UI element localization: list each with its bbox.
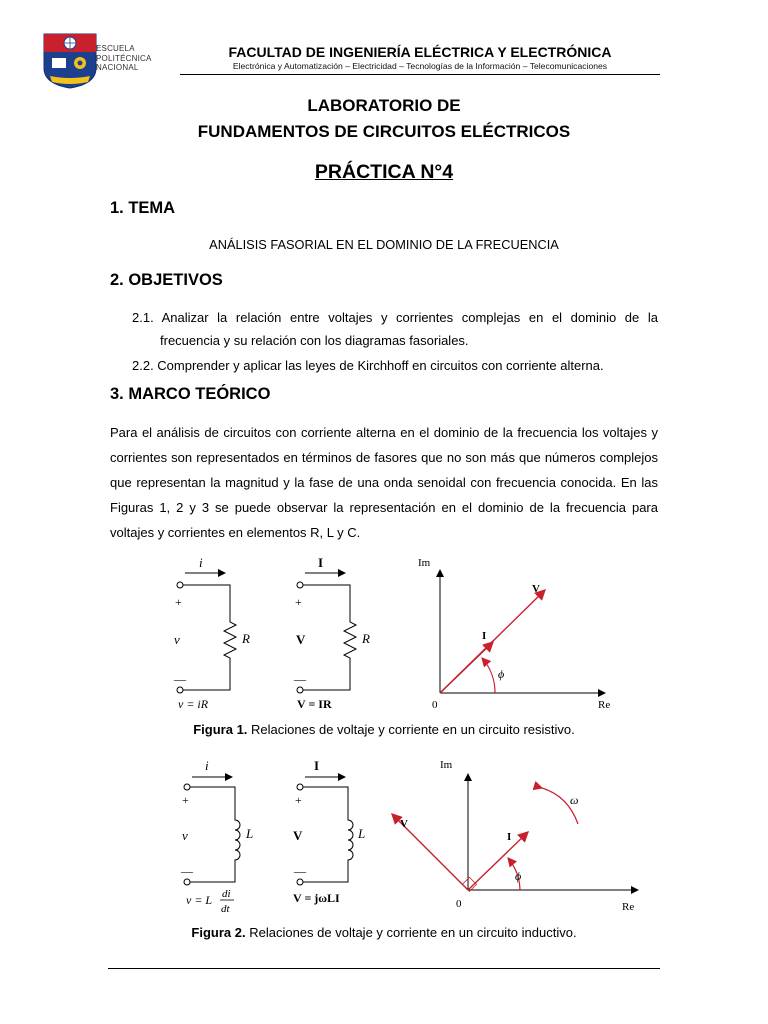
fig2-phasor-diagram — [392, 759, 638, 913]
fig2-vector-v-label: V — [400, 818, 408, 830]
fig1-phasor-diagram — [418, 557, 610, 711]
department-list: Electrónica y Automatización – Electricidad – Tecnologías de la Información – Telecomunicaciones — [232, 61, 608, 71]
fig2-inductor-label: L — [246, 826, 254, 841]
fig2-phasor-voltage: V — [293, 828, 303, 843]
figure-2-caption — [0, 925, 768, 940]
tema-text: ANÁLISIS FASORIAL EN EL DOMINIO DE LA FRECUENCIA — [209, 237, 559, 252]
university-logo — [40, 30, 100, 92]
practice-number: PRÁCTICA N°4 — [314, 161, 454, 183]
fig1-plus: + — [175, 595, 182, 609]
fig2-minus: — — [181, 864, 193, 878]
fig1-phase-angle: ϕ — [498, 667, 505, 681]
figure-1-diagram — [160, 550, 620, 715]
fig1-ohm-law-time: v = iR — [178, 697, 209, 711]
school-name — [96, 44, 152, 73]
school-line-2: POLITÉCNICA — [96, 53, 152, 63]
figure-1-caption-label: Figura 1. — [193, 722, 248, 737]
school-line-1: ESCUELA — [96, 44, 135, 53]
fig2-phase-angle: ϕ — [515, 869, 522, 883]
fig1-axis-im: Im — [418, 557, 431, 569]
section-heading-objetivos: 2. OBJETIVOS — [110, 271, 223, 289]
fig2-axis-re: Re — [622, 901, 635, 913]
faculty-title: FACULTAD DE INGENIERÍA ELÉCTRICA Y ELECTRÓNICA — [228, 44, 612, 60]
resistor-circuit-phasor — [293, 555, 370, 711]
fig2-phasor-current: I — [314, 758, 320, 773]
fig1-vector-v-label: V — [532, 583, 540, 595]
fig1-voltage-v: v — [174, 632, 180, 647]
inductor-circuit-phasor — [293, 758, 365, 905]
section-heading-tema: 1. TEMA — [110, 199, 176, 217]
figure-2-diagram — [160, 752, 650, 922]
fig2-axis-im: Im — [440, 759, 453, 771]
fig2-phasor-inductor-label: L — [358, 826, 366, 841]
fig2-phasor-plus: + — [295, 793, 302, 807]
fig1-origin: 0 — [432, 699, 438, 711]
fig1-ohm-law-phasor: V = IR — [297, 697, 332, 711]
marco-paragraph: Para el análisis de circuitos con corriente alterna en el dominio de la frecuencia los voltajes y corrientes son representados en términos de fasores que no son más que números complejos que representan la magnitud y la fase de una onda senoidal con frecuencia conocida. En las Figuras 1, 2 y 3 se puede observar la representación en el dominio de la frecuencia para voltajes y corrientes en elementos R, L y C. — [110, 425, 658, 540]
fig1-axis-re: Re — [598, 699, 611, 711]
objective-1-line-1: 2.1. Analizar la relación entre voltajes y corrientes complejas en el dominio de la — [132, 310, 658, 325]
fig1-phasor-voltage: V — [296, 632, 306, 647]
fig2-vector-i-label: I — [507, 831, 512, 843]
fig2-plus: + — [182, 793, 189, 807]
figure-2-caption-label: Figura 2. — [191, 925, 246, 940]
lab-title-line-2: FUNDAMENTOS DE CIRCUITOS ELÉCTRICOS — [197, 122, 571, 141]
fig2-inductor-law-phasor: V = jωLI — [293, 891, 340, 905]
fig1-vector-i-label: I — [482, 630, 487, 642]
fig1-resistor-label: R — [242, 631, 250, 646]
fig1-current-i: i — [199, 555, 203, 570]
school-line-3: NACIONAL — [96, 63, 139, 72]
fig2-inductor-law-time: v = L — [186, 893, 213, 907]
fig1-minus: — — [174, 672, 186, 686]
objective-2: 2.2. Comprender y aplicar las leyes de Kirchhoff en circuitos con corriente alterna. — [132, 358, 604, 373]
fig2-current-i: i — [205, 758, 209, 773]
fig2-angular-frequency: ω — [570, 793, 579, 807]
lab-title-line-1: LABORATORIO DE — [307, 96, 461, 115]
fig2-phasor-minus: — — [294, 864, 306, 878]
fig1-phasor-current: I — [318, 555, 324, 570]
fig1-phasor-minus: — — [294, 672, 306, 686]
fig1-phasor-plus: + — [295, 595, 302, 609]
fig2-derivative-num: di — [222, 888, 231, 900]
header-divider — [180, 74, 660, 75]
fig1-phasor-resistor-label: R — [362, 631, 370, 646]
section-heading-marco: 3. MARCO TEÓRICO — [110, 385, 271, 403]
resistor-circuit-time — [173, 555, 250, 711]
footer-divider — [108, 968, 660, 969]
figure-2-caption-text: Relaciones de voltaje y corriente en un circuito inductivo. — [245, 925, 577, 940]
fig2-origin: 0 — [456, 898, 462, 910]
inductor-circuit-time — [180, 758, 253, 915]
figure-1-caption — [0, 722, 768, 737]
objective-1-line-2: frecuencia y su relación con los diagramas fasoriales. — [160, 333, 469, 348]
fig2-voltage-v: v — [182, 828, 188, 843]
fig2-derivative-den: dt — [221, 903, 230, 915]
figure-1-caption-text: Relaciones de voltaje y corriente en un circuito resistivo. — [247, 722, 575, 737]
